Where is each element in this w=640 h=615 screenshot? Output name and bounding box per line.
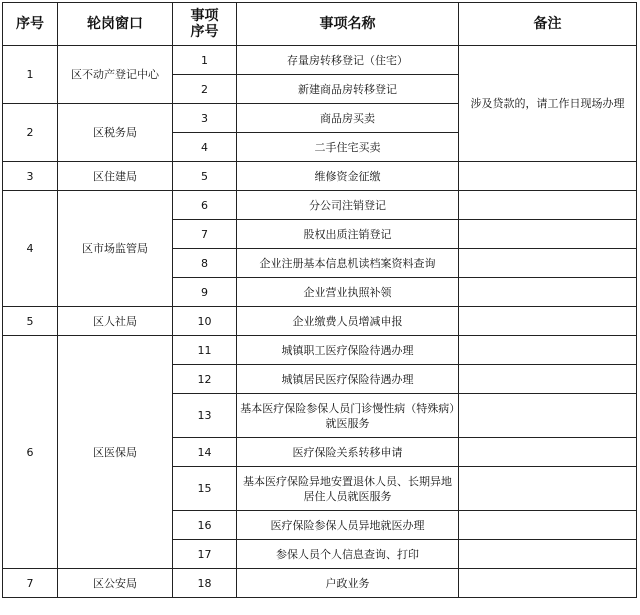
item-name: 基本医疗保险异地安置退休人员、长期异地居住人员就医服务 [237, 467, 459, 511]
item-name: 基本医疗保险参保人员门诊慢性病（特殊病）就医服务 [237, 394, 459, 438]
table-row [3, 336, 637, 365]
item-name: 存量房转移登记（住宅） [237, 46, 459, 75]
item-name: 城镇居民医疗保险待遇办理 [237, 365, 459, 394]
item-no: 14 [173, 438, 237, 467]
item-no: 7 [173, 220, 237, 249]
remark-cell: 涉及贷款的，请工作日现场办理 [459, 46, 637, 162]
remark-empty [459, 467, 637, 511]
table-row [3, 569, 637, 598]
header-remark: 备注 [459, 3, 637, 46]
item-no: 3 [173, 104, 237, 133]
remark-empty [459, 511, 637, 540]
group-window: 区市场监管局 [58, 191, 173, 307]
item-no: 16 [173, 511, 237, 540]
item-name: 维修资金征缴 [237, 162, 459, 191]
header-row [3, 3, 637, 46]
group-window: 区医保局 [58, 336, 173, 569]
remark-empty [459, 569, 637, 598]
item-no: 4 [173, 133, 237, 162]
item-name: 企业缴费人员增减申报 [237, 307, 459, 336]
table-row [3, 162, 637, 191]
remark-empty [459, 336, 637, 365]
group-seq: 7 [3, 569, 58, 598]
remark-empty [459, 220, 637, 249]
item-no: 18 [173, 569, 237, 598]
header-item-seq: 事项 序号 [173, 3, 237, 46]
item-name: 商品房买卖 [237, 104, 459, 133]
service-table [2, 2, 637, 598]
group-window: 区人社局 [58, 307, 173, 336]
item-name: 股权出质注销登记 [237, 220, 459, 249]
remark-empty [459, 249, 637, 278]
header-seq: 序号 [3, 3, 58, 46]
item-name: 医疗保险参保人员异地就医办理 [237, 511, 459, 540]
item-no: 6 [173, 191, 237, 220]
item-no: 15 [173, 467, 237, 511]
item-no: 17 [173, 540, 237, 569]
group-window: 区不动产登记中心 [58, 46, 173, 104]
group-window: 区公安局 [58, 569, 173, 598]
remark-empty [459, 162, 637, 191]
group-seq: 3 [3, 162, 58, 191]
group-seq: 6 [3, 336, 58, 569]
item-no: 5 [173, 162, 237, 191]
group-seq: 4 [3, 191, 58, 307]
item-name: 户政业务 [237, 569, 459, 598]
item-name: 参保人员个人信息查询、打印 [237, 540, 459, 569]
remark-empty [459, 394, 637, 438]
item-no: 1 [173, 46, 237, 75]
remark-empty [459, 278, 637, 307]
item-name: 城镇职工医疗保险待遇办理 [237, 336, 459, 365]
group-window: 区住建局 [58, 162, 173, 191]
remark-empty [459, 365, 637, 394]
item-no: 12 [173, 365, 237, 394]
item-no: 11 [173, 336, 237, 365]
item-name: 新建商品房转移登记 [237, 75, 459, 104]
item-no: 10 [173, 307, 237, 336]
item-name: 医疗保险关系转移申请 [237, 438, 459, 467]
table-row [3, 46, 637, 75]
item-no: 2 [173, 75, 237, 104]
group-seq: 5 [3, 307, 58, 336]
item-name: 二手住宅买卖 [237, 133, 459, 162]
header-item-name: 事项名称 [237, 3, 459, 46]
remark-empty [459, 438, 637, 467]
table-row [3, 191, 637, 220]
remark-empty [459, 307, 637, 336]
group-seq: 2 [3, 104, 58, 162]
item-no: 13 [173, 394, 237, 438]
item-no: 9 [173, 278, 237, 307]
item-no: 8 [173, 249, 237, 278]
item-name: 企业营业执照补领 [237, 278, 459, 307]
group-seq: 1 [3, 46, 58, 104]
group-window: 区税务局 [58, 104, 173, 162]
remark-empty [459, 540, 637, 569]
item-name: 分公司注销登记 [237, 191, 459, 220]
item-name: 企业注册基本信息机读档案资料查询 [237, 249, 459, 278]
header-window: 轮岗窗口 [58, 3, 173, 46]
table-row [3, 307, 637, 336]
remark-empty [459, 191, 637, 220]
